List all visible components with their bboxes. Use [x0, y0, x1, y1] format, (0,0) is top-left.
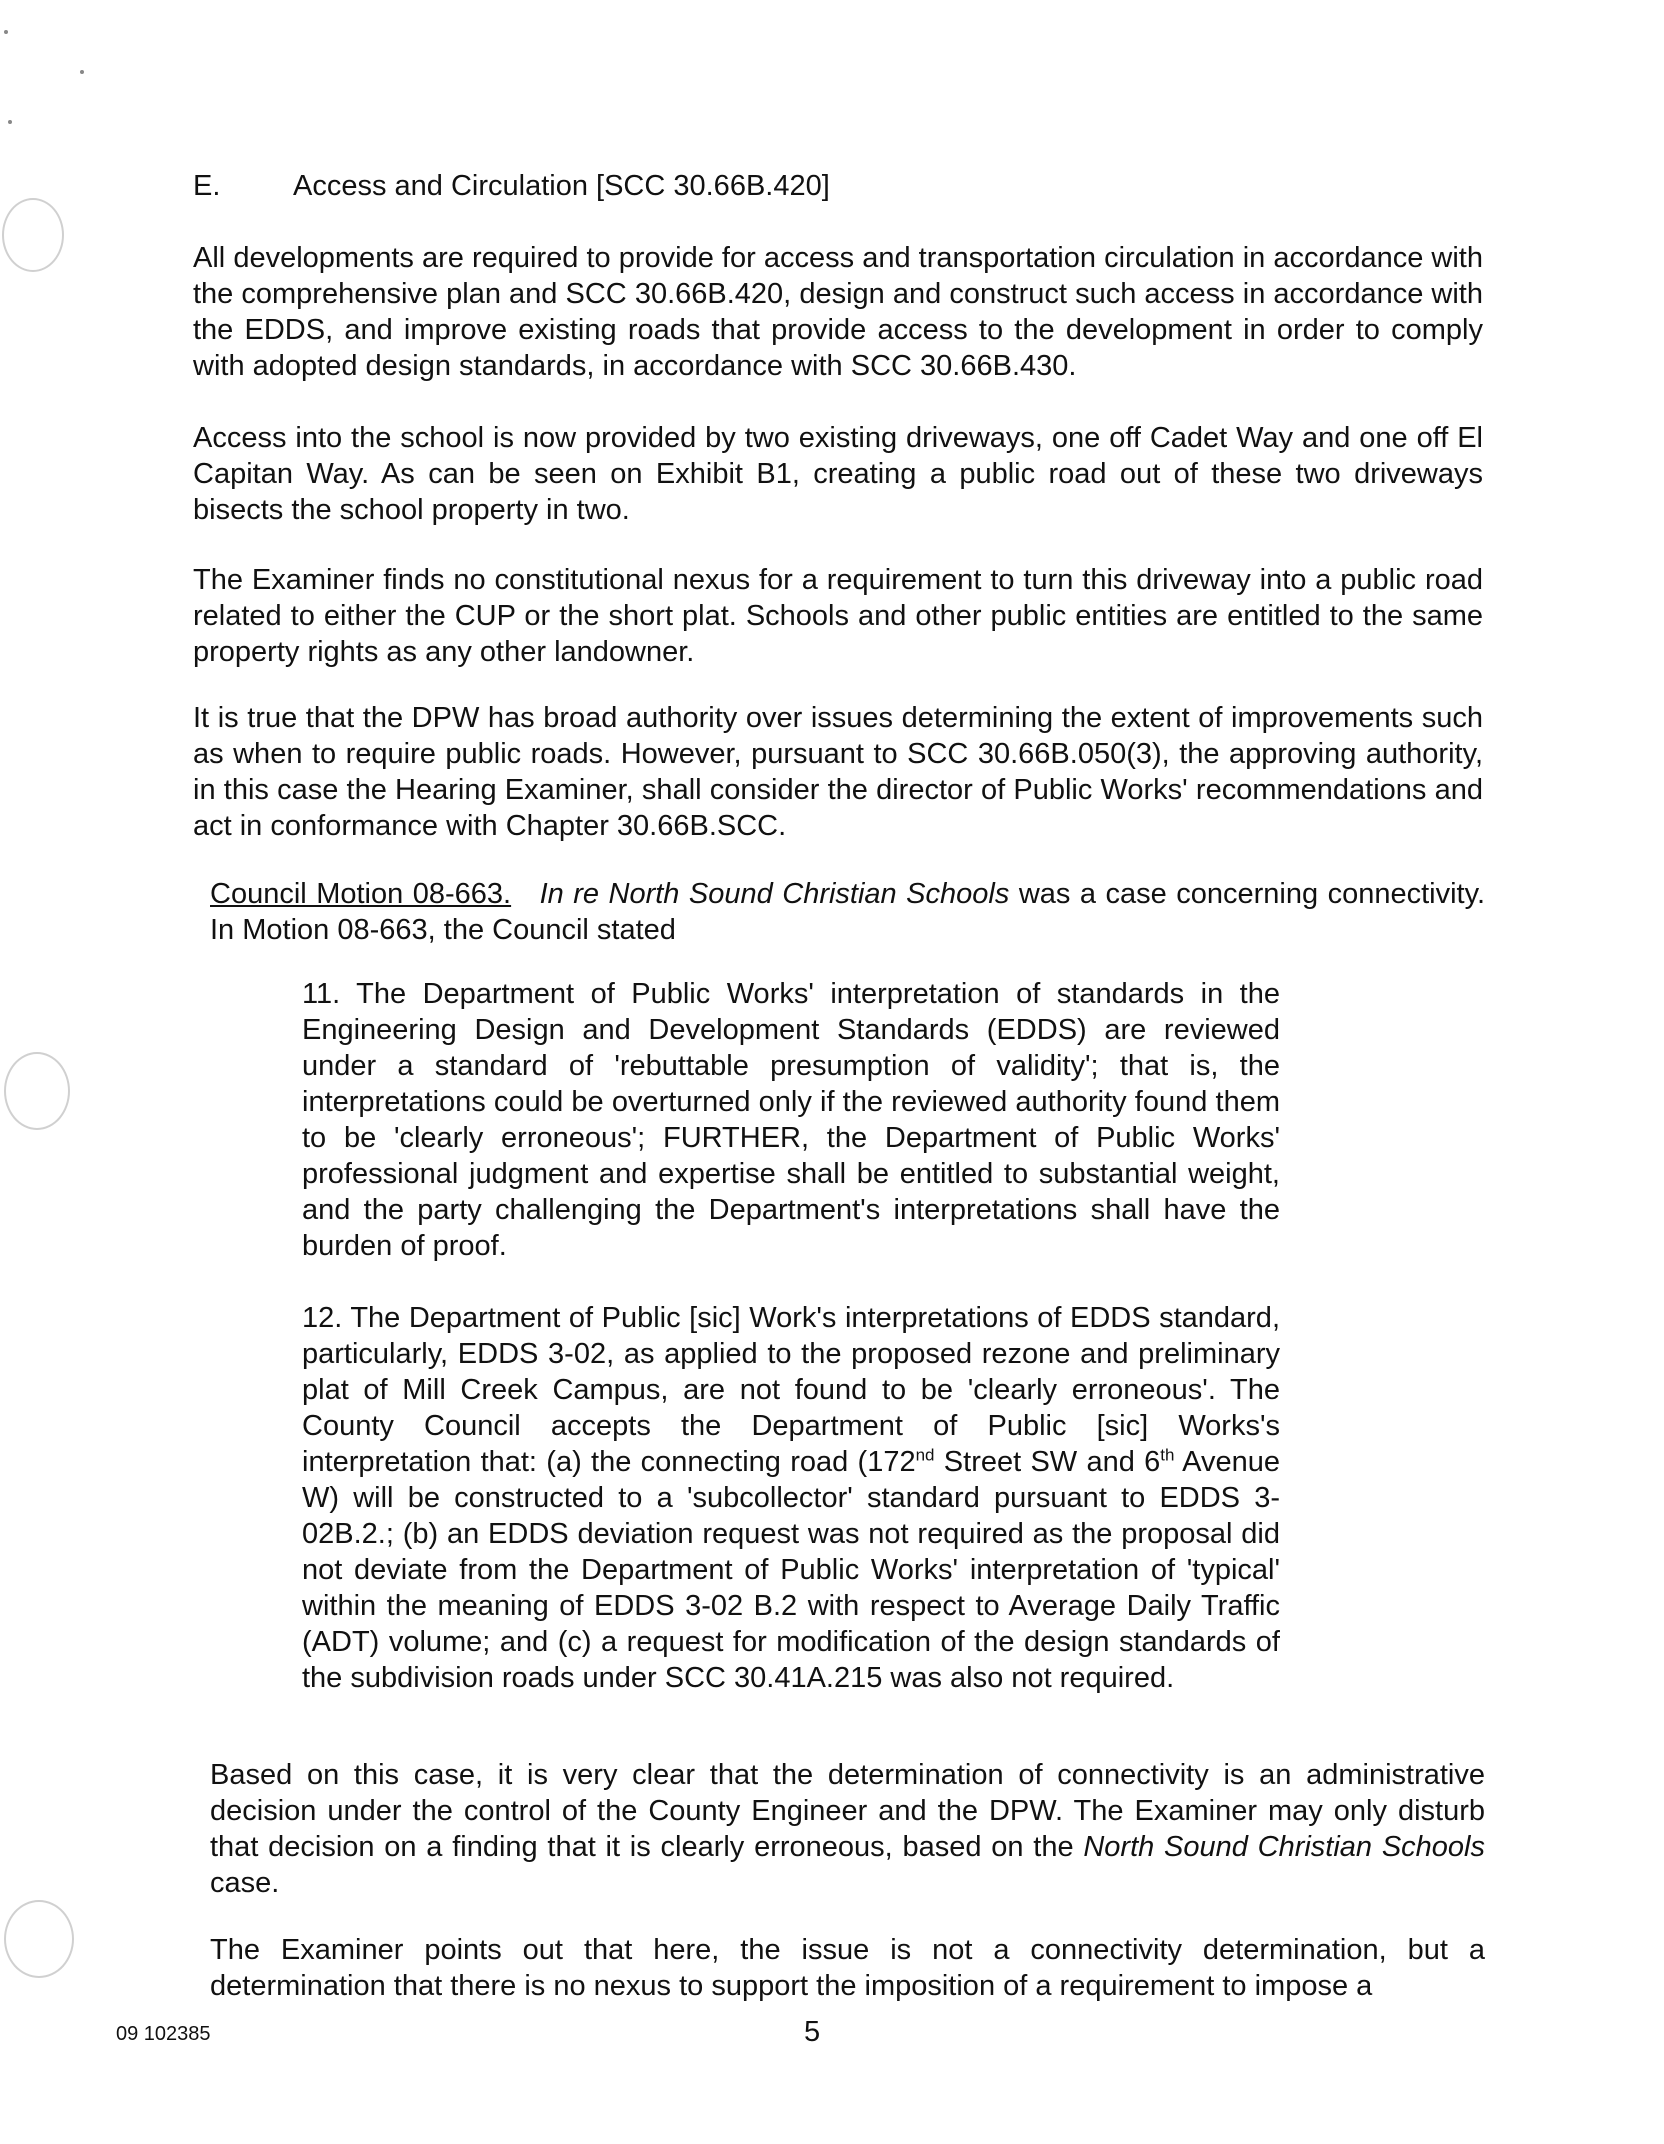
superscript-nd: nd: [915, 1445, 935, 1465]
conclusion-case-name: North Sound Christian Schools: [1083, 1831, 1485, 1863]
quote-12-part-c: Avenue W) will be constructed to a 'subcollector' standard pursuant to EDDS 3-02B.2.; (b) an EDDS deviation request was not required as the proposal did not deviate from the Department of Public Works' interpretation of 'typical' within the meaning of EDDS 3-02 B.2 with respect to Average Daily Traffic (ADT) volume; and (c) a request for modification of the design standards of the subdivision roads under SCC 30.41A.215 was also not required.: [302, 1446, 1280, 1694]
quote-item-12: [302, 1300, 1280, 1696]
motion-description: was a case concerning connectivity. In Motion 08-663, the Council stated: [210, 878, 1486, 946]
paragraph-existing-driveways: Access into the school is now provided by two existing driveways, one off Cadet Way and one off El Capitan Way. As can be seen on Exhibit B1, creating a public road out of these two driveways bisects the school property in two.: [193, 422, 1483, 526]
punch-hole-bottom: [4, 1900, 74, 1978]
section-title: Access and Circulation [SCC 30.66B.420]: [293, 170, 830, 202]
conclusion-part-a: Based on this case, it is very clear that the determination of connectivity is an administrative decision under the control of the County Engineer and the DPW. The Examiner may only disturb that decision on a finding that it is clearly erroneous, based on the: [210, 1759, 1485, 1863]
paragraph-examiner-points-out: The Examiner points out that here, the issue is not a connectivity determination, but a determination that there is no nexus to support the imposition of a requirement to impose a: [210, 1934, 1485, 2002]
quote-12-part-a: 12. The Department of Public [sic] Work's interpretations of EDDS standard, particularly, EDDS 3-02, as applied to the proposed rezone and preliminary plat of Mill Creek Campus, are not found to be 'clearly erroneous'. The County Council accepts the Department of Public [sic] Works's interpretation that: (a) the connecting road (172: [302, 1302, 1280, 1478]
punch-hole-top: [2, 198, 64, 272]
superscript-th: th: [1160, 1445, 1175, 1465]
section-heading: [193, 168, 1493, 204]
page-number: 5: [804, 2016, 821, 2048]
quote-item-11: 11. The Department of Public Works' interpretation of standards in the Engineering Design and Development Standards (EDDS) are reviewed under a standard of 'rebuttable presumption of validity'; that is, the interpretations could be overturned only if the reviewed authority found them to be 'clearly erroneous'; FURTHER, the Department of Public Works' professional judgment and expertise shall be entitled to substantial weight, and the party challenging the Department's interpretations shall have the burden of proof.: [302, 978, 1280, 1262]
punch-hole-middle: [4, 1052, 70, 1130]
paragraph-conclusion: [210, 1757, 1485, 1901]
scan-speck: [4, 30, 8, 34]
quote-12-part-b: Street SW and 6: [934, 1446, 1161, 1478]
paragraph-no-nexus: The Examiner finds no constitutional nexus for a requirement to turn this driveway into a public road related to either the CUP or the short plat. Schools and other public entities are entitled to the same property rights as any other landowner.: [193, 564, 1483, 668]
scan-speck: [8, 120, 12, 124]
paragraph-dpw-authority: It is true that the DPW has broad authority over issues determining the extent of improvements such as when to require public roads. However, pursuant to SCC 30.66B.050(3), the approving authority, in this case the Hearing Examiner, shall consider the director of Public Works' recommendations and act in conformance with Chapter 30.66B.SCC.: [193, 702, 1483, 842]
section-letter: E.: [193, 170, 221, 202]
case-number: 09 102385: [116, 2023, 211, 2045]
paragraph-access-requirement: All developments are required to provide for access and transportation circulation in accordance with the comprehensive plan and SCC 30.66B.420, design and construct such access in accordance with the EDDS, and improve existing roads that provide access to the development in order to comply with adopted design standards, in accordance with SCC 30.66B.430.: [193, 242, 1483, 382]
conclusion-part-b: case.: [210, 1867, 280, 1899]
paragraph-council-motion: [210, 876, 1485, 948]
scan-speck: [80, 70, 84, 74]
motion-citation: Council Motion 08-663.: [210, 878, 512, 910]
case-name: In re North Sound Christian Schools: [539, 878, 1010, 910]
